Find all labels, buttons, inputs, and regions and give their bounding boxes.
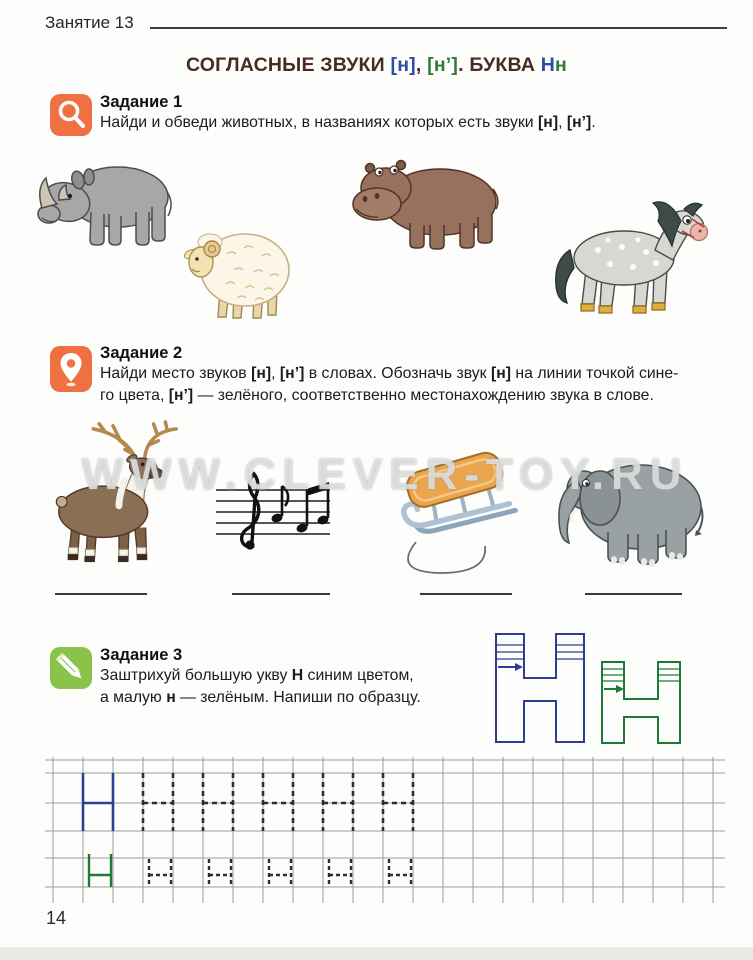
music-notes-image xyxy=(210,456,336,562)
capital-letter-template xyxy=(495,633,585,744)
answer-line xyxy=(232,593,330,595)
task3-text-line2: а малую н — зелёным. Напиши по образцу. xyxy=(100,689,421,706)
hippo-image xyxy=(352,155,504,253)
task2-label: Задание 2 xyxy=(100,344,183,362)
lesson-label: Занятие 13 xyxy=(45,13,134,32)
task2-text-line1: Найди место звуков [н], [н’] в словах. Обозначь звук [н] на линии точкой сине- xyxy=(100,365,679,382)
scan-edge xyxy=(0,947,753,960)
answer-line xyxy=(420,593,512,595)
rhino-image xyxy=(36,152,176,252)
task3-text-line1: Заштрихуй большую укву Н синим цветом, xyxy=(100,667,414,684)
task1-text: Найди и обведи животных, в названиях которых есть звуки [н], [н’]. xyxy=(100,114,596,131)
header-rule xyxy=(150,27,727,29)
page-number: 14 xyxy=(46,908,67,928)
task2-text-line2: го цвета, [н’] — зелёного, соответственно местонахождению звука в слове. xyxy=(100,387,654,404)
sheep-image xyxy=(182,220,294,322)
map-pin-icon xyxy=(50,346,92,392)
pencil-icon xyxy=(50,647,92,689)
reindeer-image xyxy=(42,420,192,566)
horse-image xyxy=(536,190,708,322)
task1-label: Задание 1 xyxy=(100,93,183,111)
sled-image xyxy=(388,446,528,582)
watermark: WWW.CLEVER-TOY.RU xyxy=(81,450,689,499)
elephant-image xyxy=(546,452,711,570)
task3-label: Задание 3 xyxy=(100,646,183,664)
magnifier-icon xyxy=(50,94,92,136)
page-title: СОГЛАСНЫЕ ЗВУКИ [н], [н’]. БУКВА Нн xyxy=(185,54,567,76)
answer-line xyxy=(585,593,682,595)
answer-line xyxy=(55,593,147,595)
practice-grid xyxy=(45,757,725,905)
small-letter-template xyxy=(601,661,681,745)
